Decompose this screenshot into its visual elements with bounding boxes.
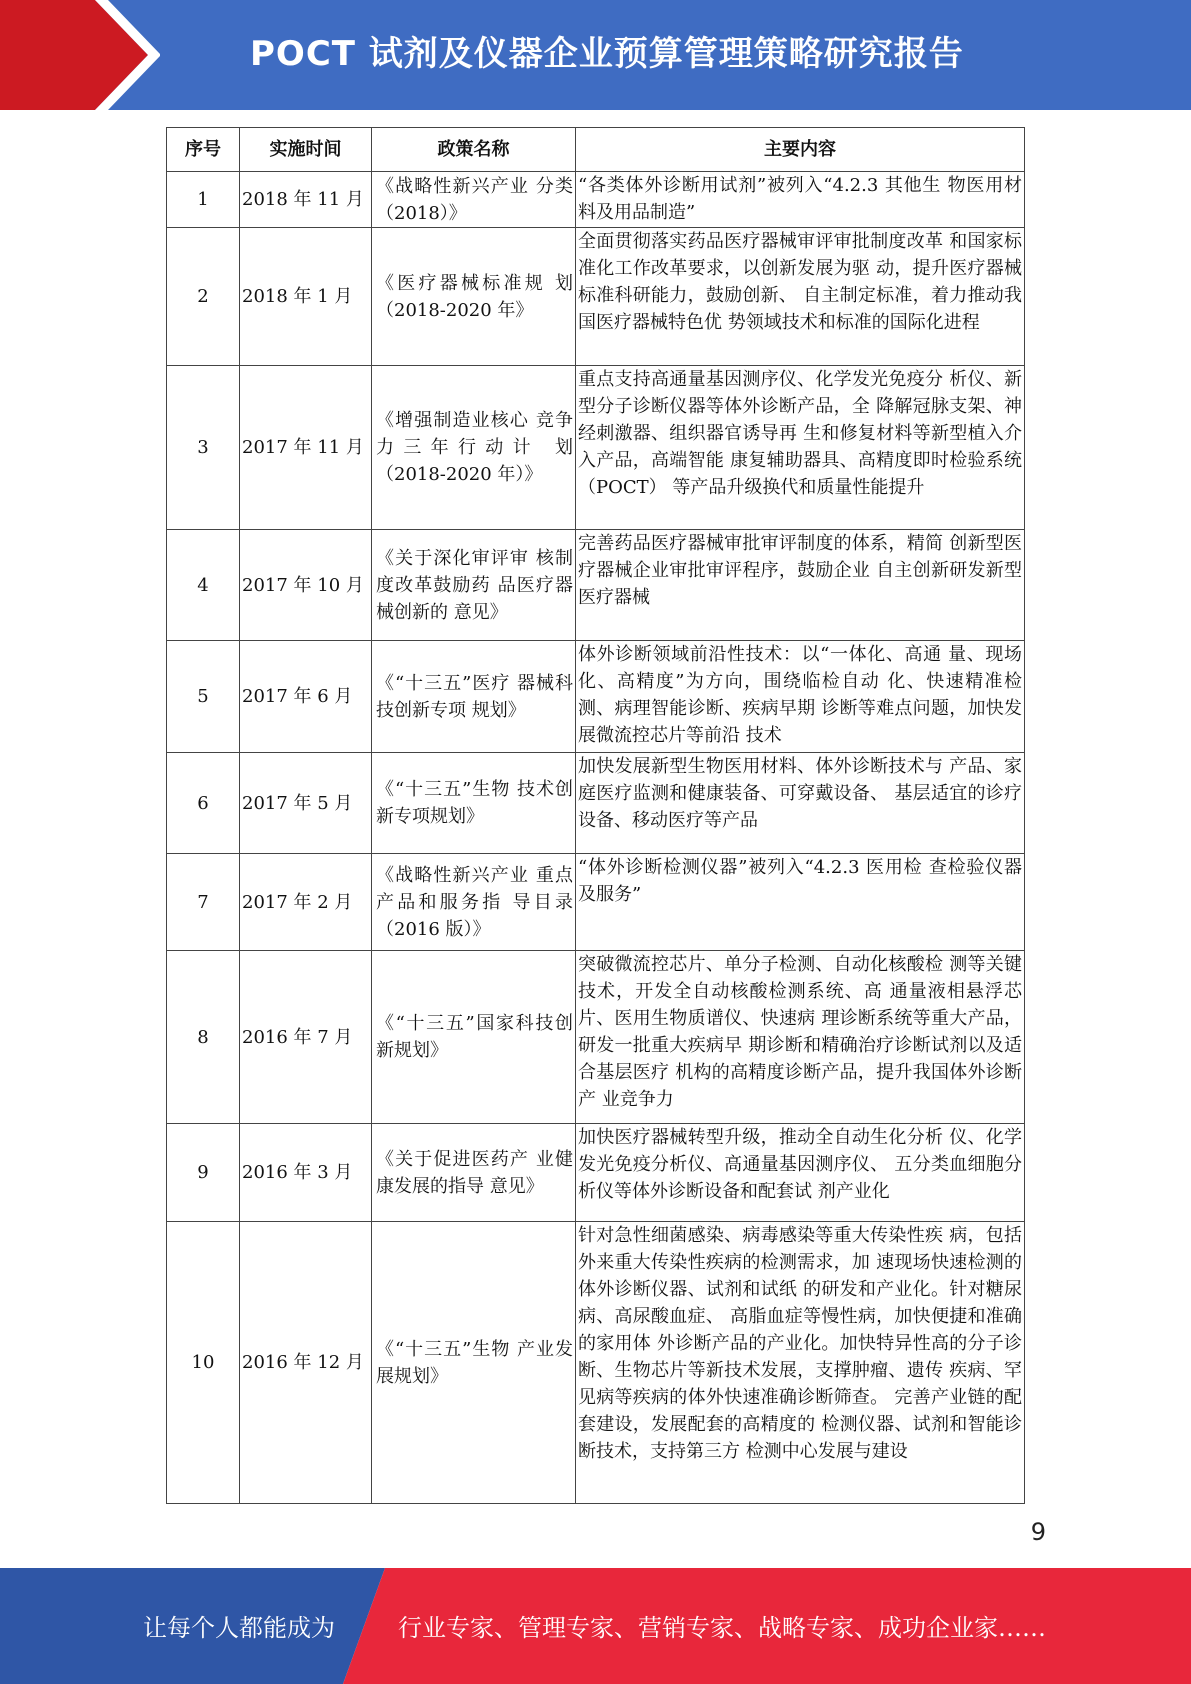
row-content: 完善药品医疗器械审批审评制度的体系，精简 创新型医疗器械企业审批审评程序，鼓励企业 自主创新研发新型医疗器械	[576, 530, 1025, 641]
table-row	[167, 366, 1025, 530]
table-row	[167, 854, 1025, 951]
row-date: 2016 年 12 月	[240, 1222, 372, 1504]
table-row	[167, 753, 1025, 854]
row-no: 8	[167, 951, 240, 1124]
row-no: 3	[167, 366, 240, 530]
row-no: 2	[167, 228, 240, 366]
row-date: 2017 年 10 月	[240, 530, 372, 641]
row-date: 2017 年 11 月	[240, 366, 372, 530]
report-title: POCT 试剂及仪器企业预算管理策略研究报告	[250, 34, 964, 74]
row-date: 2018 年 11 月	[240, 172, 372, 228]
column-header-no: 序号	[167, 128, 240, 172]
row-content: 加快发展新型生物医用材料、体外诊断技术与 产品、家庭医疗监测和健康装备、可穿戴设备、 基层适宜的诊疗设备、移动医疗等产品	[576, 753, 1025, 854]
row-content: 体外诊断领域前沿性技术：以“一体化、高通 量、现场化、高精度”为方向，围绕临检自动 化、快速精准检测、病理智能诊断、疾病早期 诊断等难点问题，加快发展微流控芯片等前沿 技术	[576, 641, 1025, 753]
red-arrow-decoration	[0, 0, 160, 110]
row-content: “体外诊断检测仪器”被列入“4.2.3 医用检 查检验仪器及服务”	[576, 854, 1025, 951]
row-content: 加快医疗器械转型升级，推动全自动生化分析 仪、化学发光免疫分析仪、高通量基因测序仪、 五分类血细胞分析仪等体外诊断设备和配套试 剂产业化	[576, 1124, 1025, 1222]
table-header-row	[167, 128, 1025, 172]
column-header-main-content: 主要内容	[576, 128, 1025, 172]
policy-table	[166, 127, 1025, 1504]
row-policy-name: 《战略性新兴产业 重点产品和服务指 导目录（2016 版）》	[372, 854, 576, 951]
row-no: 6	[167, 753, 240, 854]
column-header-date: 实施时间	[240, 128, 372, 172]
table-row	[167, 530, 1025, 641]
row-no: 5	[167, 641, 240, 753]
page-number: 9	[1030, 1518, 1046, 1546]
row-policy-name: 《战略性新兴产业 分类（2018）》	[372, 172, 576, 228]
row-policy-name: 《“十三五”国家科技创新规划》	[372, 951, 576, 1124]
row-content: 全面贯彻落实药品医疗器械审评审批制度改革 和国家标准化工作改革要求，以创新发展为驱 动，提升医疗器械标准科研能力，鼓励创新、 自主制定标准，着力推动我国医疗器械特色优 势领域技术和标准的国际化进程	[576, 228, 1025, 366]
row-policy-name: 《医疗器械标准规 划（2018-2020 年》	[372, 228, 576, 366]
row-policy-name: 《“十三五”医疗 器械科技创新专项 规划》	[372, 641, 576, 753]
row-policy-name: 《关于促进医药产 业健康发展的指导 意见》	[372, 1124, 576, 1222]
footer-slogan-right: 行业专家、管理专家、营销专家、战略专家、成功企业家……	[398, 1614, 1046, 1642]
row-content: 针对急性细菌感染、病毒感染等重大传染性疾 病，包括外来重大传染性疾病的检测需求，加 速现场快速检测的体外诊断仪器、试剂和试纸 的研发和产业化。针对糖尿病、高尿酸血症、 高脂血症等慢性病，加快便捷和准确的家用体 外诊断产品的产业化。加快特异性高的分子诊 断、生物芯片等新技术发展，支撑肿瘤、遗传 疾病、罕见病等疾病的体外快速准确诊断筛查。 完善产业链的配套建设，发展配套的高精度的 检测仪器、试剂和智能诊断技术，支持第三方 检测中心发展与建设	[576, 1222, 1025, 1504]
row-no: 1	[167, 172, 240, 228]
table-row	[167, 1124, 1025, 1222]
row-content: 突破微流控芯片、单分子检测、自动化核酸检 测等关键技术，开发全自动核酸检测系统、高 通量液相悬浮芯片、医用生物质谱仪、快速病 理诊断系统等重大产品，研发一批重大疾病早 期诊断和精确治疗诊断试剂以及适合基层医疗 机构的高精度诊断产品，提升我国体外诊断产 业竞争力	[576, 951, 1025, 1124]
column-header-policy-name: 政策名称	[372, 128, 576, 172]
row-date: 2016 年 3 月	[240, 1124, 372, 1222]
row-policy-name: 《“十三五”生物 技术创新专项规划》	[372, 753, 576, 854]
table-row	[167, 228, 1025, 366]
row-no: 7	[167, 854, 240, 951]
row-no: 10	[167, 1222, 240, 1504]
report-header	[0, 0, 1191, 110]
row-date: 2017 年 5 月	[240, 753, 372, 854]
row-content: “各类体外诊断用试剂”被列入“4.2.3 其他生 物医用材料及用品制造”	[576, 172, 1025, 228]
row-content: 重点支持高通量基因测序仪、化学发光免疫分 析仪、新型分子诊断仪器等体外诊断产品，全 降解冠脉支架、神经刺激器、组织器官诱导再 生和修复材料等新型植入介入产品，高端智能 康复辅助器具、高精度即时检验系统（POCT） 等产品升级换代和质量性能提升	[576, 366, 1025, 530]
table-row	[167, 1222, 1025, 1504]
row-no: 9	[167, 1124, 240, 1222]
row-date: 2016 年 7 月	[240, 951, 372, 1124]
table-row	[167, 951, 1025, 1124]
row-policy-name: 《“十三五”生物 产业发展规划》	[372, 1222, 576, 1504]
footer-slogan-left: 让每个人都能成为	[143, 1614, 335, 1642]
table-row	[167, 172, 1025, 228]
row-date: 2017 年 6 月	[240, 641, 372, 753]
row-date: 2018 年 1 月	[240, 228, 372, 366]
row-policy-name: 《关于深化审评审 核制度改革鼓励药 品医疗器械创新的 意见》	[372, 530, 576, 641]
row-no: 4	[167, 530, 240, 641]
table-row	[167, 641, 1025, 753]
row-policy-name: 《增强制造业核心 竞争力三年行动计 划（2018-2020 年）》	[372, 366, 576, 530]
row-date: 2017 年 2 月	[240, 854, 372, 951]
footer-banner	[0, 1568, 1191, 1684]
